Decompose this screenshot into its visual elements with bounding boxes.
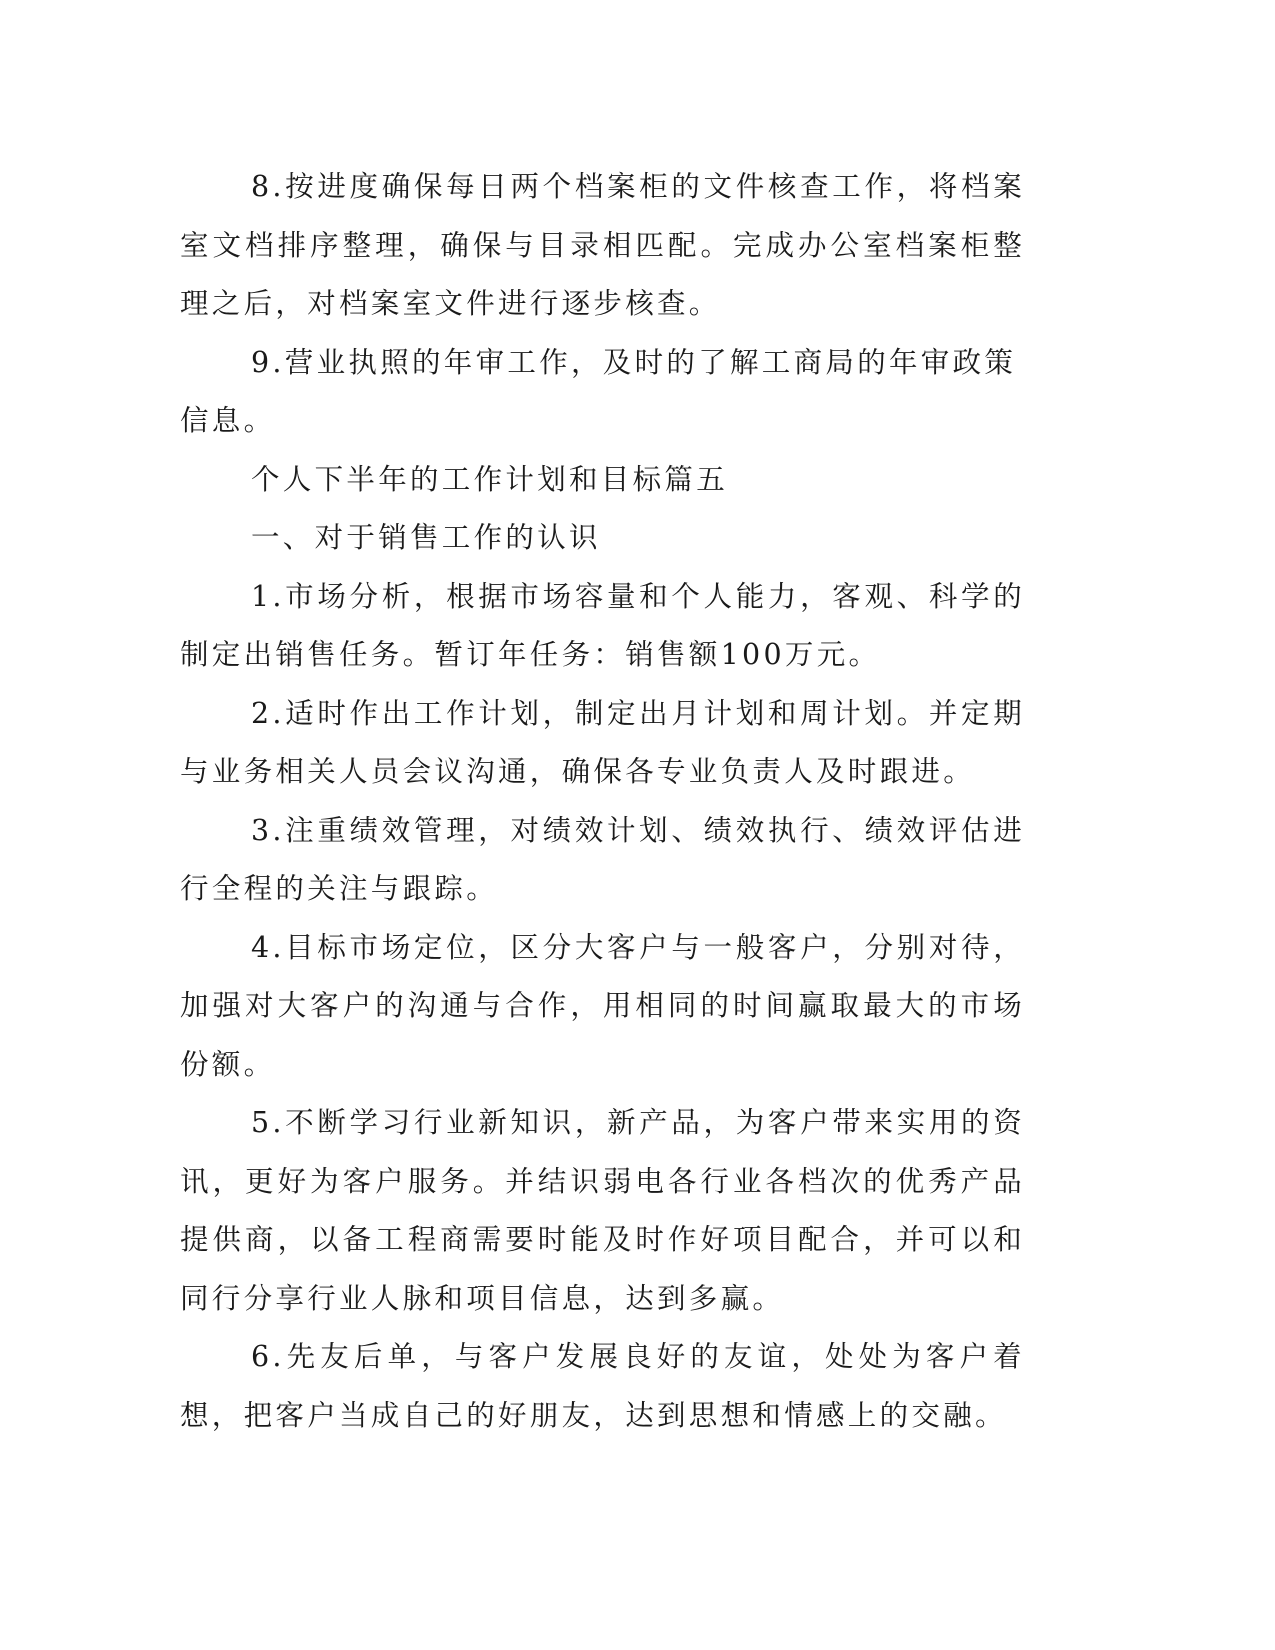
subsection-heading: 一、对于销售工作的认识 — [251, 521, 601, 554]
paragraph-item-5: 5.不断学习行业新知识，新产品，为客户带来实用的资讯，更好为客户服务。并结识弱电各行业各档次的优秀产品提供商，以备工程商需要时能及时作好项目配合，并可以和同行分享行业人脉和项目信息，达到多赢。 — [180, 1106, 1025, 1315]
paragraph-item-3: 3.注重绩效管理，对绩效计划、绩效执行、绩效评估进行全程的关注与跟踪。 — [180, 813, 1025, 905]
paragraph-item-6: 6.先友后单，与客户发展良好的友谊，处处为客户着想，把客户当成自己的好朋友，达到思想和情感上的交融。 — [180, 1340, 1025, 1432]
paragraph-item-2: 2.适时作出工作计划，制定出月计划和周计划。并定期与业务相关人员会议沟通，确保各专业负责人及时跟进。 — [180, 696, 1025, 788]
paragraph-item-4: 4.目标市场定位，区分大客户与一般客户，分别对待，加强对大客户的沟通与合作，用相同的时间赢取最大的市场份额。 — [180, 930, 1025, 1081]
paragraph-item-8: 8.按进度确保每日两个档案柜的文件核查工作，将档案室文档排序整理，确保与目录相匹配。完成办公室档案柜整理之后，对档案室文件进行逐步核查。 — [180, 170, 1025, 320]
paragraph-item-1: 1.市场分析，根据市场容量和个人能力，客观、科学的制定出销售任务。暂订年任务：销售额100万元。 — [180, 579, 1025, 671]
paragraph-item-9: 9.营业执照的年审工作，及时的了解工商局的年审政策信息。 — [180, 345, 1017, 437]
document-body — [180, 158, 1025, 1445]
section-heading: 个人下半年的工作计划和目标篇五 — [251, 462, 729, 496]
